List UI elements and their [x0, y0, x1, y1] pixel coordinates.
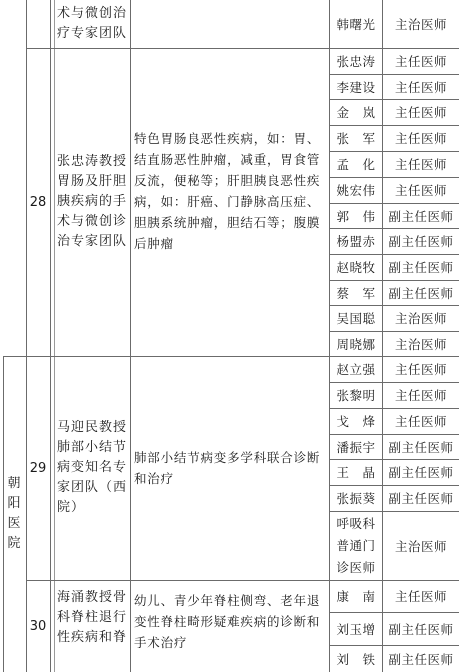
- doctor-title: 主任医师: [394, 79, 447, 95]
- grid-line: [329, 434, 459, 435]
- doctor-title: 主治医师: [394, 538, 447, 554]
- grid-line: [329, 511, 459, 512]
- grid-line: [329, 408, 459, 409]
- doctor-title: 副主任医师: [388, 439, 454, 455]
- grid-line: [26, 0, 27, 672]
- doctor-name: 孟 化: [336, 157, 376, 172]
- doctor-name: 张黎明: [336, 388, 376, 403]
- grid-line: [329, 0, 330, 672]
- doctor-name: 戈 烽: [336, 414, 376, 429]
- specialty-cell: 幼儿、青少年脊柱侧弯、老年退 变性脊柱畸形疑难疾病的诊断和 手术治疗: [134, 593, 321, 650]
- grid-line: [329, 331, 459, 332]
- doctor-title: 主任医师: [394, 183, 447, 198]
- grid-line: [329, 203, 459, 204]
- team-cell: 术与微创治 疗专家团队: [57, 6, 128, 41]
- doctor-name: 杨盟赤: [336, 234, 376, 249]
- grid-line: [3, 356, 4, 672]
- grid-line: [329, 280, 459, 281]
- doctor-title: 副主任医师: [388, 651, 454, 667]
- grid-line: [329, 177, 459, 178]
- grid-line: [329, 99, 459, 100]
- doctor-title: 副主任医师: [388, 208, 454, 224]
- doctor-name: 吴国聪: [336, 311, 376, 326]
- doctor-title: 主任医师: [394, 105, 447, 120]
- doctor-title: 主任医师: [394, 54, 447, 69]
- grid-line: [382, 0, 383, 672]
- grid-line: [329, 151, 459, 152]
- doctor-title: 主任医师: [394, 388, 447, 403]
- doctor-name: 赵立强: [336, 362, 376, 377]
- hospital-cell: 朝 阳 医 院: [7, 476, 22, 551]
- team-cell: 马迎民教授 肺部小结节 病变知名专 家团队（西 院）: [57, 420, 128, 515]
- grid-line: [130, 0, 131, 672]
- doctor-name: 康 南: [336, 589, 376, 604]
- doctor-name: 张 军: [336, 131, 376, 146]
- doctor-name: 蔡 军: [336, 285, 376, 301]
- doctor-title: 主治医师: [394, 17, 447, 32]
- doctor-title: 副主任医师: [388, 234, 454, 249]
- doctor-name: 金 岚: [336, 105, 376, 120]
- grid-line: [329, 645, 459, 646]
- grid-line: [26, 580, 459, 581]
- doctor-title: 副主任医师: [388, 491, 454, 506]
- grid-line: [329, 485, 459, 486]
- doctor-title: 主治医师: [394, 336, 447, 352]
- doctor-name: 周晓娜: [336, 336, 376, 352]
- row-number: 29: [29, 460, 47, 476]
- grid-line: [329, 125, 459, 126]
- doctor-name: 张振葵: [336, 491, 376, 506]
- doctor-name: 潘振宇: [336, 439, 376, 455]
- specialty-cell: 肺部小结节病变多学科联合诊断 和治疗: [134, 450, 321, 486]
- specialty-cell: 特色胃肠良恶性疾病，如：胃、 结直肠恶性肿瘤，减重，胃食管 反流，便秘等；肝胆胰良恶性疾 病，如：肝癌、门静脉高压症、 胆胰系统肿瘤，胆结石等；腹膜 后肿瘤: [134, 131, 321, 251]
- row-number: 28: [29, 194, 47, 210]
- grid-line: [329, 74, 459, 75]
- doctor-name: 郭 伟: [336, 208, 376, 224]
- doctor-name: 刘玉增: [336, 621, 376, 637]
- doctor-name: 韩曙光: [336, 17, 376, 32]
- doctor-name: 李建设: [336, 79, 376, 95]
- grid-line: [54, 0, 55, 672]
- doctor-title: 副主任医师: [388, 621, 454, 637]
- doctor-name: 姚宏伟: [336, 183, 376, 198]
- grid-line: [26, 48, 459, 49]
- doctor-name: 呼吸科 普通门 诊医师: [336, 515, 376, 575]
- doctor-name: 刘 铁: [336, 651, 376, 667]
- grid-line: [50, 0, 51, 672]
- doctor-title: 主任医师: [394, 589, 447, 604]
- doctor-title: 副主任医师: [388, 285, 454, 301]
- grid-line: [329, 228, 459, 229]
- doctor-title: 主治医师: [394, 311, 447, 326]
- team-cell: 海涌教授骨 科脊柱退行 性疾病和脊: [57, 590, 128, 645]
- grid-line: [329, 612, 459, 613]
- doctor-title: 主任医师: [394, 362, 447, 377]
- doctor-title: 主任医师: [394, 157, 447, 172]
- doctor-name: 王 晶: [336, 465, 376, 480]
- grid-line: [329, 305, 459, 306]
- doctor-name: 赵晓牧: [336, 260, 376, 275]
- doctor-title: 主任医师: [394, 414, 447, 429]
- team-cell: 张忠涛教授 胃肠及肝胆 胰疾病的手 术与微创诊 治专家团队: [57, 154, 128, 249]
- doctor-title: 副主任医师: [388, 260, 454, 275]
- grid-line: [329, 254, 459, 255]
- grid-line: [329, 459, 459, 460]
- doctor-name: 张忠涛: [336, 54, 376, 69]
- doctor-title: 主任医师: [394, 131, 447, 146]
- grid-line: [3, 356, 459, 357]
- grid-line: [329, 382, 459, 383]
- row-number: 30: [29, 618, 47, 634]
- doctor-title: 副主任医师: [388, 465, 454, 480]
